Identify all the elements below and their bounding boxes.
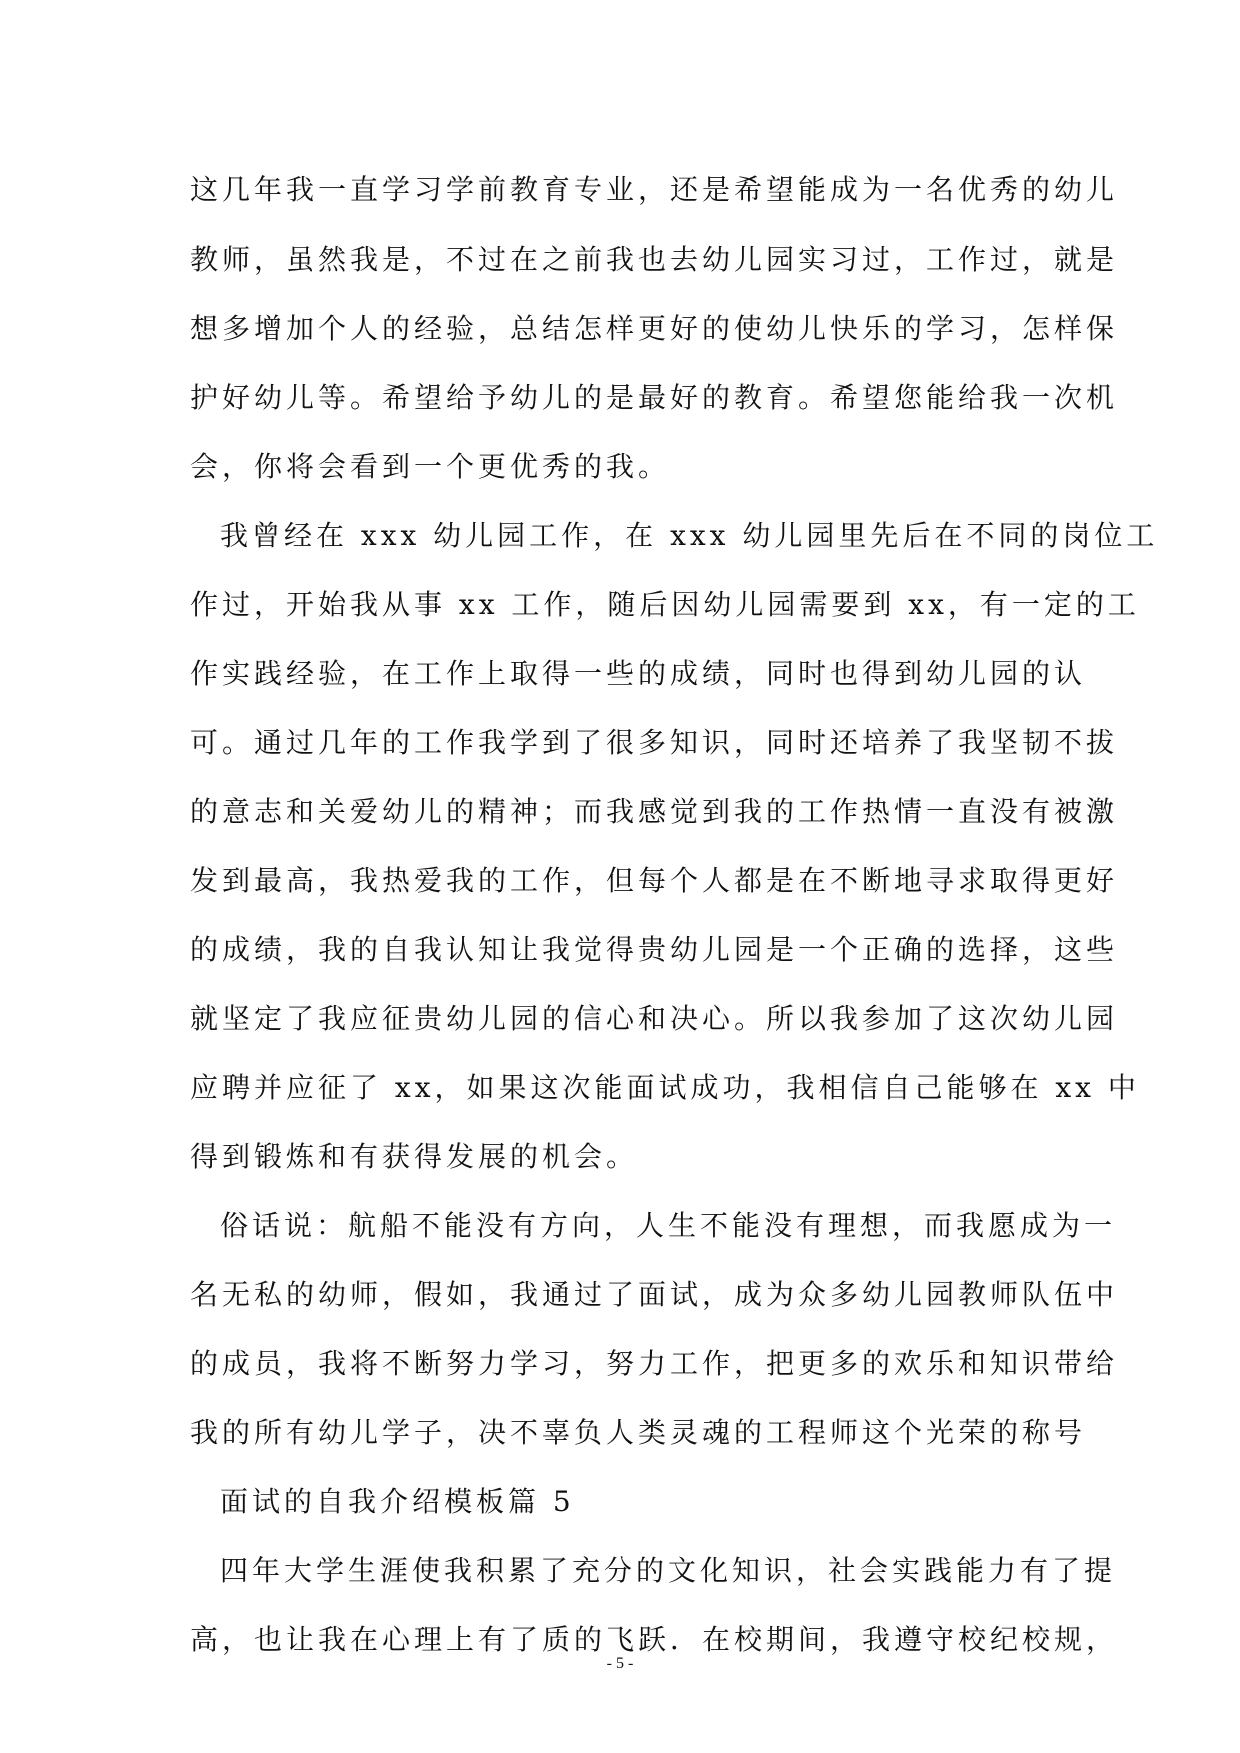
text-line: 我曾经在 xxx 幼儿园工作，在 xxx 幼儿园里先后在不同的岗位工 — [220, 519, 1159, 552]
text-line: 作过，开始我从事 xx 工作，随后因幼儿园需要到 xx，有一定的工 — [190, 588, 1140, 621]
text-line: 的成员，我将不断努力学习，努力工作，把更多的欢乐和知识带给 — [190, 1347, 1119, 1380]
text-line: 高，也让我在心理上有了质的飞跃．在校期间，我遵守校纪校规， — [190, 1623, 1119, 1656]
text-line: 作实践经验，在工作上取得一些的成绩，同时也得到幼儿园的认 — [190, 657, 1087, 690]
text-line: 的意志和关爱幼儿的精神；而我感觉到我的工作热情一直没有被激 — [190, 795, 1119, 828]
text-line: 的成绩，我的自我认知让我觉得贵幼儿园是一个正确的选择，这些 — [190, 933, 1119, 966]
text-line: 得到锻炼和有获得发展的机会。 — [190, 1140, 639, 1173]
section-heading: 面试的自我介绍模板篇 5 — [220, 1485, 575, 1518]
text-line: 会，你将会看到一个更优秀的我。 — [190, 450, 671, 483]
text-line: 教师，虽然我是，不过在之前我也去幼儿园实习过，工作过，就是 — [190, 243, 1119, 276]
text-line: 这几年我一直学习学前教育专业，还是希望能成为一名优秀的幼儿 — [190, 173, 1119, 206]
text-line: 名无私的幼师，假如，我通过了面试，成为众多幼儿园教师队伍中 — [190, 1278, 1119, 1311]
text-line: 俗话说：航船不能没有方向，人生不能没有理想，而我愿成为一 — [220, 1209, 1117, 1242]
text-line: 我的所有幼儿学子，决不辜负人类灵魂的工程师这个光荣的称号 — [190, 1416, 1087, 1449]
text-line: 就坚定了我应征贵幼儿园的信心和决心。所以我参加了这次幼儿园 — [190, 1002, 1119, 1035]
text-line: 想多增加个人的经验，总结怎样更好的使幼儿快乐的学习，怎样保 — [190, 312, 1119, 345]
text-line: 四年大学生涯使我积累了充分的文化知识，社会实践能力有了提 — [220, 1554, 1117, 1587]
text-line: 应聘并应征了 xx，如果这次能面试成功，我相信自己能够在 xx 中 — [190, 1071, 1140, 1104]
page-number: - 5 - — [606, 1655, 634, 1672]
text-line: 可。通过几年的工作我学到了很多知识，同时还培养了我坚韧不拔 — [190, 726, 1119, 759]
text-line: 发到最高，我热爱我的工作，但每个人都是在不断地寻求取得更好 — [190, 864, 1119, 897]
text-line: 护好幼儿等。希望给予幼儿的是最好的教育。希望您能给我一次机 — [190, 381, 1119, 414]
